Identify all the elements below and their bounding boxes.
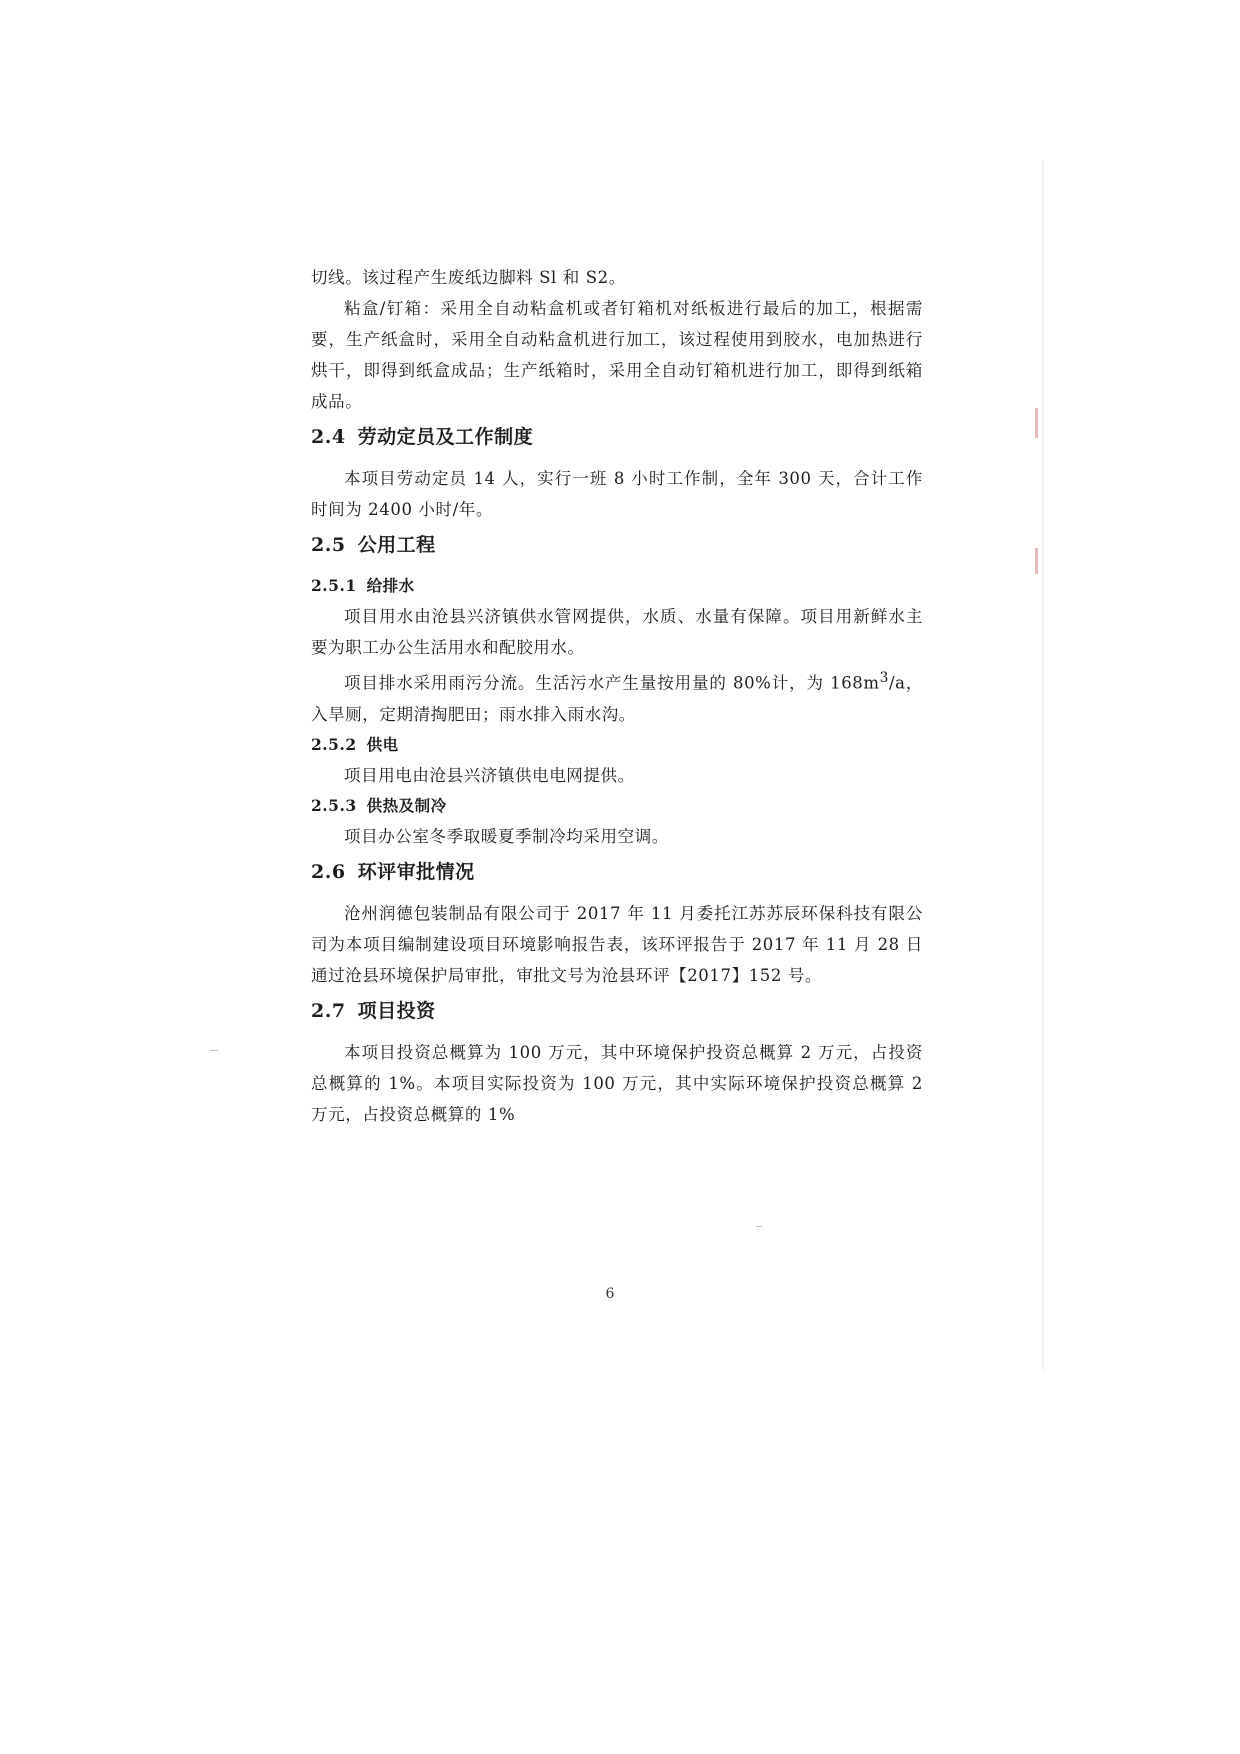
- section-heading-2-4: [311, 417, 923, 457]
- subsection-heading-2-5-2: [311, 730, 923, 760]
- subsection-number: 2.5.3: [311, 795, 357, 815]
- section-number: 2.4: [311, 426, 346, 448]
- subsection-title: 供热及制冷: [366, 795, 447, 815]
- subsection-heading-2-5-3: [311, 791, 923, 821]
- superscript: 3: [879, 670, 889, 686]
- section-number: 2.7: [311, 999, 346, 1022]
- subsection-number: 2.5.1: [311, 576, 357, 595]
- stamp-mark: [1035, 548, 1038, 574]
- scan-speck: [756, 1226, 762, 1227]
- subsection-number: 2.5.2: [311, 734, 357, 754]
- section-heading-2-6: [311, 852, 923, 892]
- paragraph: [311, 663, 923, 730]
- subsection-title: 给排水: [366, 576, 415, 595]
- paragraph: 切线。该过程产生废纸边脚料 Sl 和 S2。: [311, 268, 626, 287]
- section-heading-2-7: [311, 991, 923, 1031]
- section-heading-2-5: [311, 525, 923, 565]
- paragraph: 粘盒/钉箱：采用全自动粘盒机或者钉箱机对纸板进行最后的加工，根据需要，生产纸盒时，采用全自动粘盒机进行加工，该过程使用到胶水，电加热进行烘干，即得到纸盒成品；生产纸箱时，采用全自动钉箱机进行加工，即得到纸箱成品。: [311, 299, 923, 411]
- text-run: 项目排水采用雨污分流。生活污水产生量按用量的 80%计，为 168m: [344, 673, 880, 693]
- paragraph: 本项目劳动定员 14 人，实行一班 8 小时工作制，全年 300 天，合计工作时间为 2400 小时/年。: [311, 469, 923, 519]
- section-title: 环评审批情况: [357, 860, 475, 883]
- document-body: [311, 262, 923, 1130]
- section-number: 2.5: [311, 534, 346, 556]
- page-number: 6: [605, 1286, 615, 1302]
- paragraph: 沧州润德包装制品有限公司于 2017 年 11 月委托江苏苏辰环保科技有限公司为本项目编制建设项目环境影响报告表，该环评报告于 2017 年 11 月 28 日通过沧县环境保护局审批，审批文号为沧县环评【2017】152 号。: [311, 903, 923, 985]
- section-title: 劳动定员及工作制度: [357, 426, 534, 448]
- paragraph: 项目用电由沧县兴济镇供电电网提供。: [344, 765, 635, 785]
- subsection-title: 供电: [366, 734, 399, 754]
- page-edge: [1042, 160, 1044, 1370]
- section-title: 项目投资: [357, 999, 436, 1022]
- subsection-heading-2-5-1: [311, 571, 923, 601]
- text-run: /a，入旱厕，定期清掏肥田；雨水排入雨水沟。: [311, 673, 923, 724]
- section-number: 2.6: [311, 860, 346, 883]
- stamp-mark: [1035, 408, 1038, 438]
- paragraph: 项目办公室冬季取暖夏季制冷均采用空调。: [344, 826, 669, 846]
- scan-speck: [210, 1050, 218, 1051]
- section-title: 公用工程: [357, 534, 436, 556]
- paragraph: 本项目投资总概算为 100 万元，其中环境保护投资总概算 2 万元，占投资总概算的 1%。本项目实际投资为 100 万元，其中实际环境保护投资总概算 2 万元，占投资总概算的 1%: [311, 1042, 923, 1124]
- paragraph: 项目用水由沧县兴济镇供水管网提供，水质、水量有保障。项目用新鲜水主要为职工办公生活用水和配胶用水。: [311, 607, 923, 657]
